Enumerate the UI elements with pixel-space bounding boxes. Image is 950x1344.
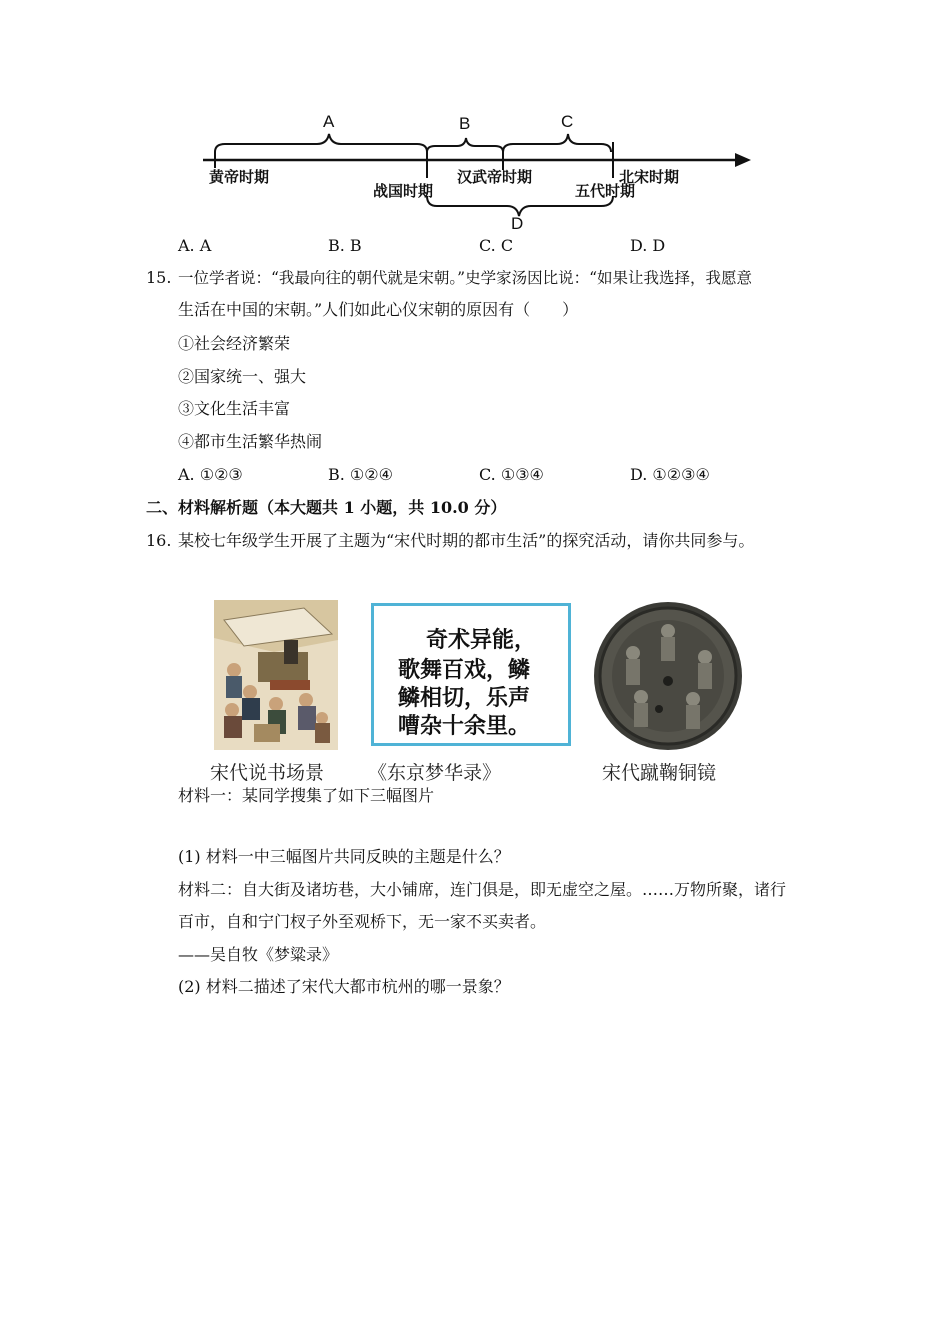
brace-a [215, 134, 427, 152]
timeline-arrow [735, 153, 751, 167]
timeline-letter-a: A [323, 112, 335, 131]
label-huangdi: 黄帝时期 [209, 168, 270, 186]
q16-stem: 某校七年级学生开展了主题为“宋代时期的都市生活”的探究活动，请你共同参与。 [178, 531, 755, 550]
timeline-letter-d: D [511, 214, 524, 233]
q14-option-b[interactable]: B. B [328, 236, 362, 255]
timeline-letter-c: C [561, 112, 574, 131]
material2-source: ——吴自牧《梦粱录》 [178, 945, 339, 964]
q14-option-a[interactable]: A. A [178, 236, 212, 255]
brace-b [427, 138, 503, 152]
q15-stem-line1: 一位学者说：“我最向往的朝代就是宋朝。”史学家汤因比说：“如果让我选择，我愿意 [178, 269, 753, 287]
q15-stem-line2: 生活在中国的宋朝。”人们如此心仪宋朝的原因有（ ） [178, 300, 579, 319]
material1-text: 材料一：某同学搜集了如下三幅图片 [178, 786, 435, 805]
q15-option-c[interactable]: C. ①③④ [479, 465, 544, 484]
label-beisong: 北宋时期 [619, 168, 680, 186]
q14-option-c[interactable]: C. C [479, 236, 514, 255]
quote-line-1: 奇术异能， [426, 628, 537, 653]
material2-line2: 百市，自和宁门杈子外至观桥下，无一家不买卖者。 [178, 912, 547, 931]
timeline-figure [195, 112, 755, 236]
q15-option-d[interactable]: D. ①②③④ [630, 465, 710, 484]
material2-line1: 材料二：自大街及诸坊巷，大小铺席，连门俱是，即无虚空之屋。……万物所聚，诸行 [178, 880, 787, 899]
q15-option-a[interactable]: A. ①②③ [178, 465, 243, 484]
cuju-bronze-mirror [593, 601, 743, 751]
q15-item-3: ③文化生活丰富 [178, 399, 291, 418]
brace-c [503, 134, 611, 152]
caption-storytelling: 宋代说书场景 [210, 762, 325, 784]
q15-number: 15. [146, 268, 172, 287]
q15-item-1: ①社会经济繁荣 [178, 334, 291, 353]
bronze-mirror-svg [593, 601, 743, 751]
quote-line-2: 歌舞百戏，鳞 [398, 658, 531, 683]
q15-item-2: ②国家统一、强大 [178, 367, 307, 386]
subquestion-2: (2) 材料二描述了宋代大都市杭州的哪一景象？ [178, 977, 510, 996]
dongjing-quote-box [371, 603, 571, 746]
q15-option-b[interactable]: B. ①②④ [328, 465, 393, 484]
storytelling-painting-svg [214, 600, 338, 750]
timeline-letter-b: B [459, 114, 471, 133]
quote-line-4: 嘈杂十余里。 [398, 714, 531, 739]
label-wudai: 五代时期 [575, 182, 636, 200]
storytelling-painting [214, 600, 338, 750]
quote-line-3: 鳞相切，乐声 [398, 686, 531, 711]
q14-option-d[interactable]: D. D [630, 236, 666, 255]
section2-title: 二、材料解析题（本大题共 1 小题，共 10.0 分） [146, 498, 507, 517]
subquestion-1: (1) 材料一中三幅图片共同反映的主题是什么？ [178, 847, 510, 866]
q15-item-4: ④都市生活繁华热闹 [178, 432, 323, 451]
caption-mirror: 宋代蹴鞠铜镜 [602, 762, 717, 784]
label-hanwudi: 汉武帝时期 [457, 168, 533, 186]
label-zhanguo: 战国时期 [373, 182, 434, 200]
caption-dongjing: 《东京梦华录》 [368, 762, 502, 784]
q16-number: 16. [146, 531, 172, 550]
